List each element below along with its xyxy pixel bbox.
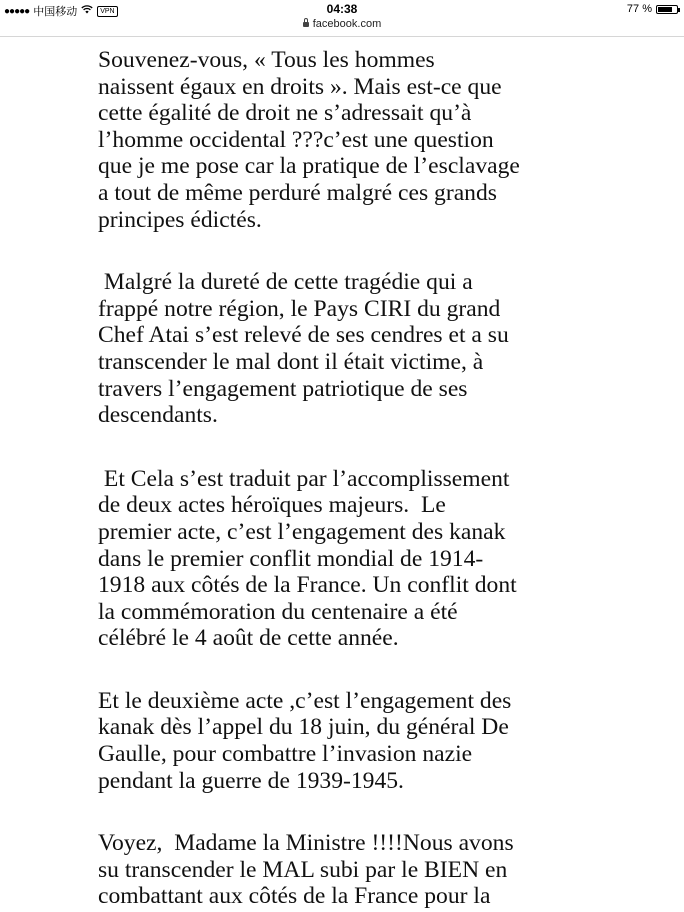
carrier-name: 中国移动 bbox=[33, 6, 78, 18]
battery-fill bbox=[658, 7, 672, 12]
article-body bbox=[98, 47, 658, 910]
vpn-badge: VPN bbox=[97, 6, 117, 17]
battery-percent: 77 % bbox=[626, 3, 652, 15]
address-bar[interactable] bbox=[0, 18, 684, 34]
url-text: facebook.com bbox=[312, 18, 382, 30]
signal-strength-icon: ●●●●● bbox=[4, 5, 30, 17]
battery-icon bbox=[656, 5, 678, 14]
lock-icon bbox=[303, 22, 309, 27]
paragraph: Voyez, Madame la Ministre !!!!Nous avons su transcender le MAL subi par le BIEN en combattant aux côtés de la France pour la bbox=[98, 830, 514, 910]
status-bar bbox=[0, 0, 684, 18]
paragraph: Souvenez-vous, « Tous les hommes naissent égaux en droits ». Mais est-ce que cette égalité de droit ne s’adressait qu’à l’homme occidental ???c’est une question que je me pose car la pratique de l’esclavage a tout de même perduré malgré ces grands principes édictés. bbox=[98, 47, 520, 233]
paragraph: Et le deuxième acte ,c’est l’engagement des kanak dès l’appel du 18 juin, du général De Gaulle, pour combattre l’invasion nazie pendant la guerre de 1939-1945. bbox=[98, 687, 512, 794]
toolbar-divider bbox=[0, 36, 684, 37]
status-right bbox=[627, 3, 678, 15]
paragraph: Et Cela s’est traduit par l’accomplissement de deux actes héroïques majeurs. Le premier acte, c’est l’engagement des kanak dans le premier conflit mondial de 1914- 1918 aux côtés de la France. Un conflit dont la commémoration du centenaire a été célébré le 4 août de cette année. bbox=[98, 465, 517, 652]
paragraph: Malgré la dureté de cette tragédie qui a frappé notre région, le Pays CIRI du grand Chef Atai s’est relevé de ses cendres et a su transcender le mal dont il était victime, à travers l’engagement patriotique de ses descendants. bbox=[98, 269, 509, 429]
clock: 04:38 bbox=[326, 2, 358, 16]
